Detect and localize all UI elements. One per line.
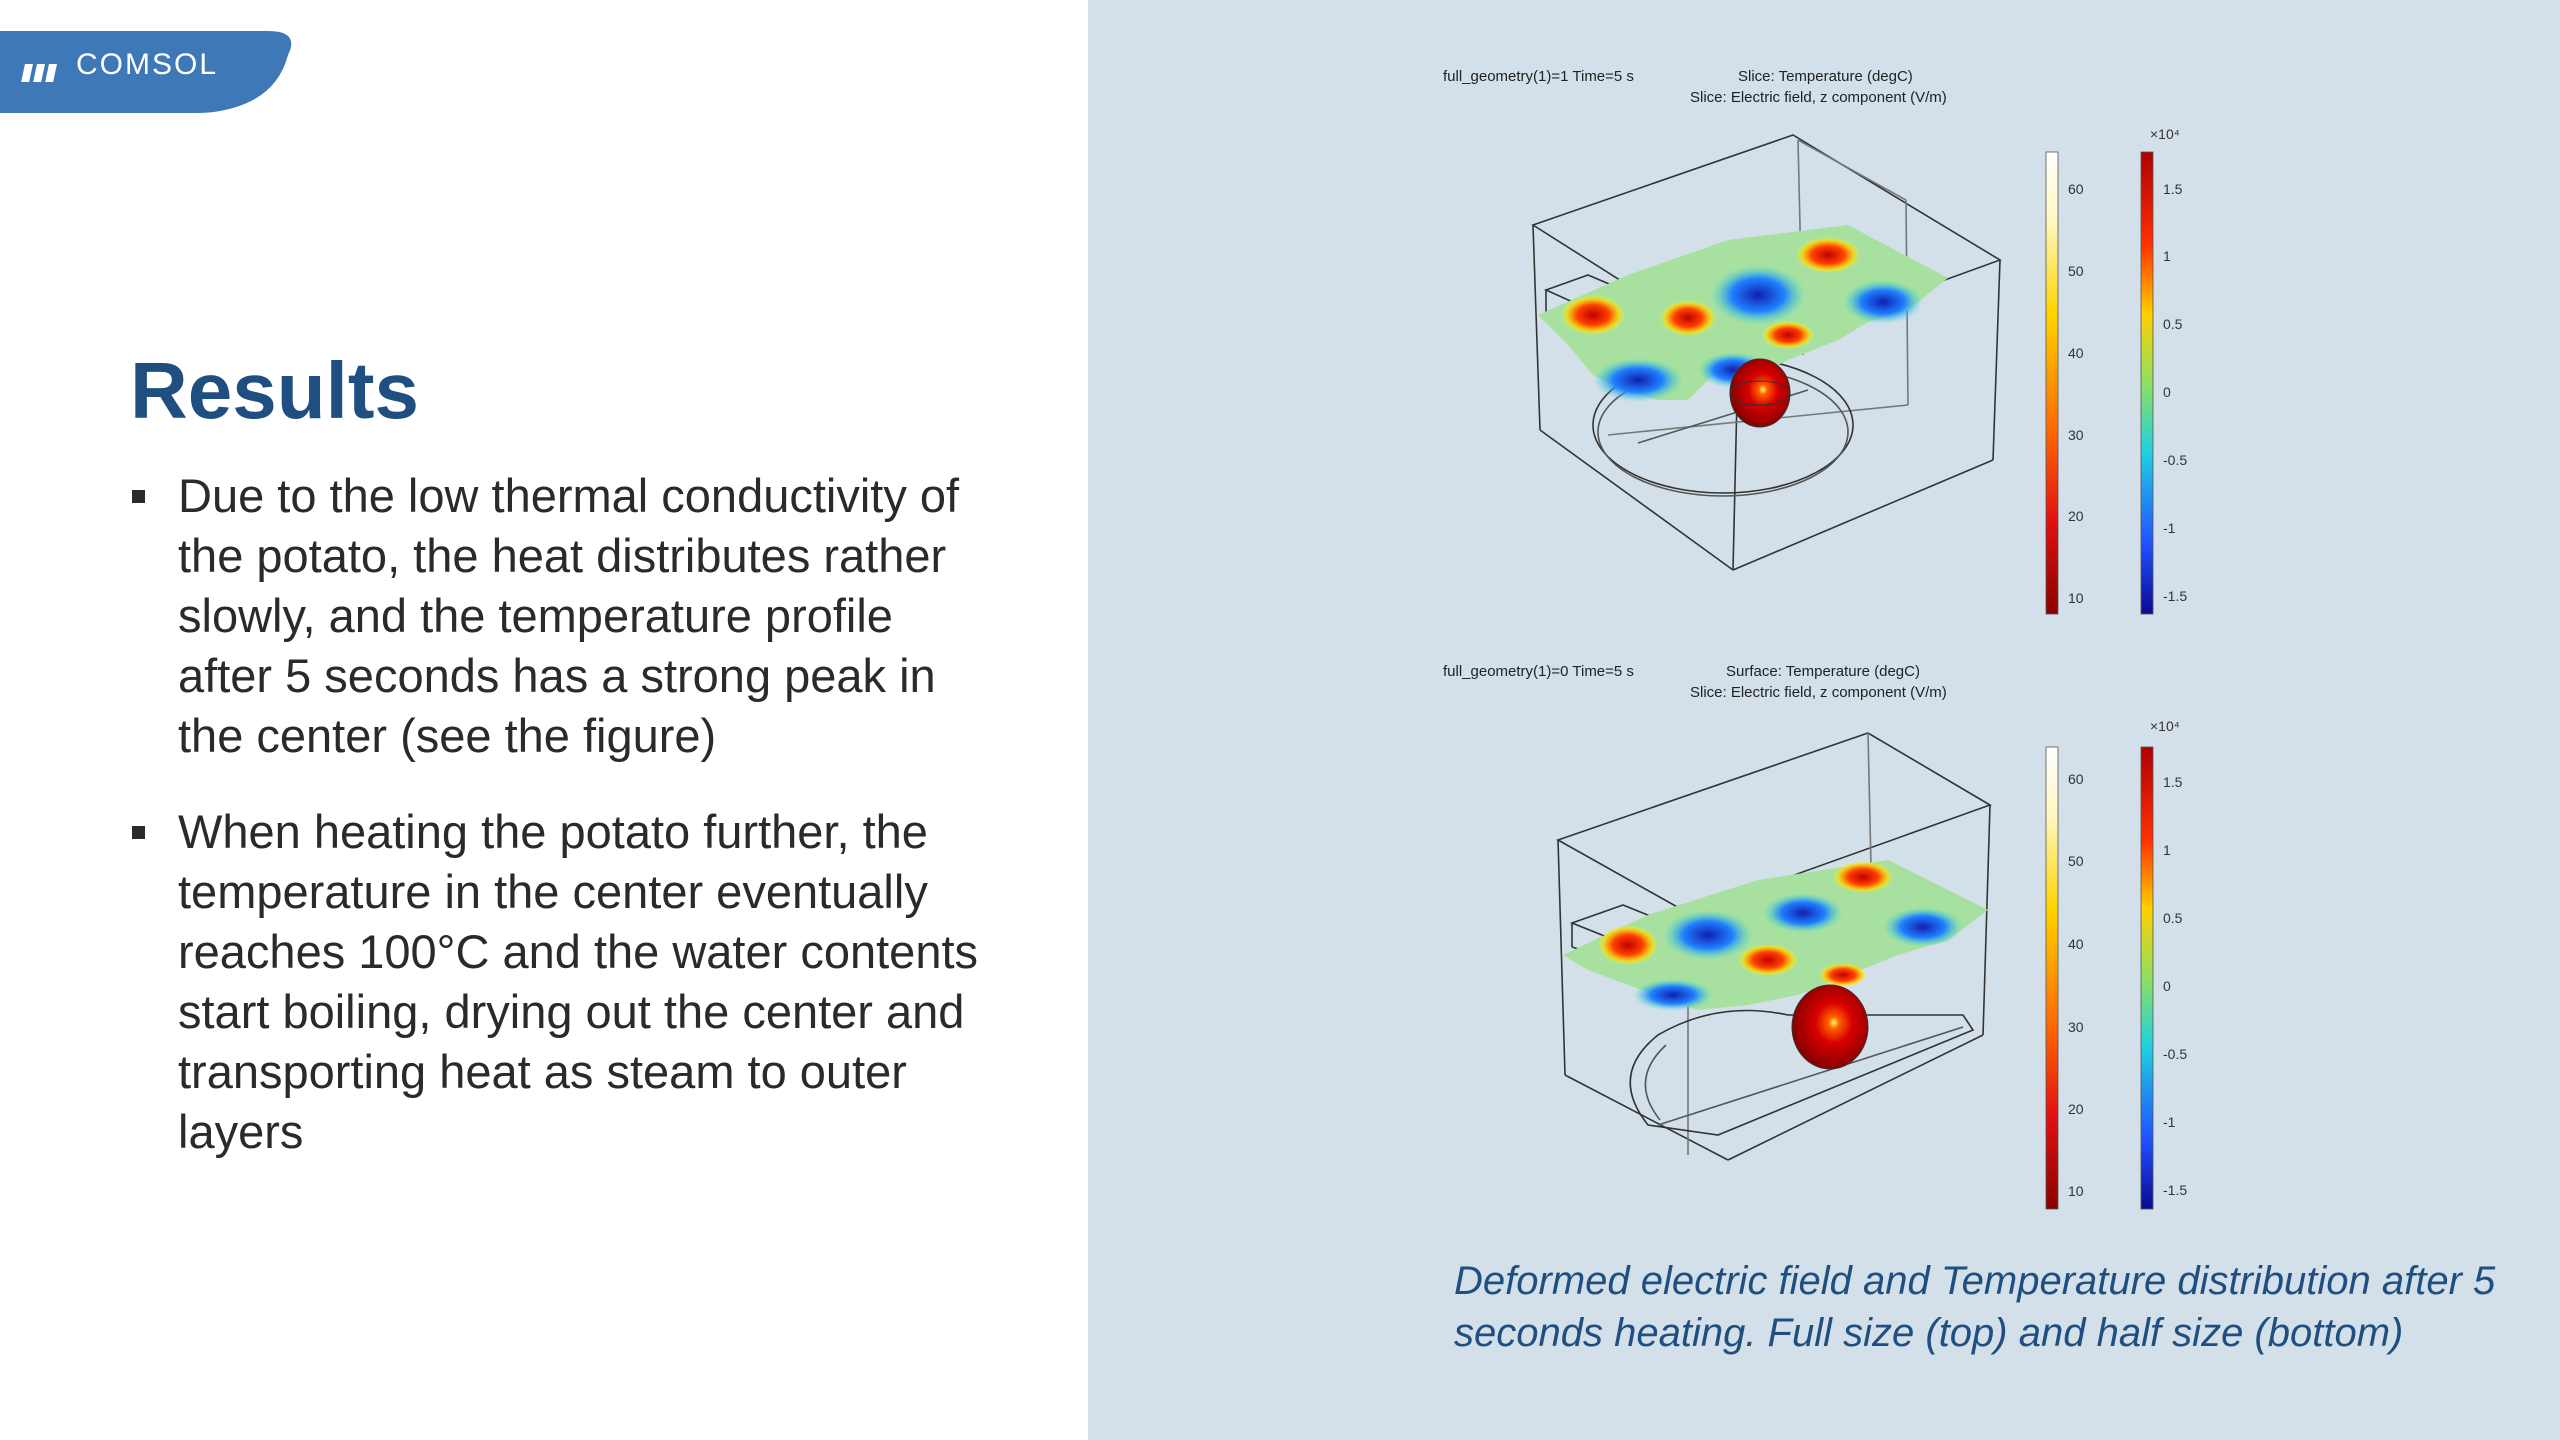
- field-tick: -1.5: [2163, 588, 2188, 604]
- temp-tick: 10: [2068, 1183, 2084, 1199]
- plot-3d-render: [1428, 655, 2228, 1245]
- bullet-marker: [132, 826, 145, 839]
- field-tick: -0.5: [2163, 452, 2188, 468]
- bullet-list: [130, 466, 980, 1198]
- bullet-text: Due to the low thermal conductivity of the potato, the heat distributes rather slowly, and the temperature profile after 5 seconds has a strong peak in the center (see the figure): [178, 469, 960, 762]
- field-colorbar: [2141, 747, 2153, 1209]
- temp-tick: 50: [2068, 263, 2084, 279]
- plot-3d-render: [1428, 60, 2228, 650]
- field-multiplier: ×10⁴: [2150, 718, 2180, 734]
- plot-time-label: full_geometry(1)=1 Time=5 s: [1443, 68, 1634, 85]
- field-surface: [1563, 860, 1988, 1011]
- temp-tick: 60: [2068, 771, 2084, 787]
- field-tick: 1: [2163, 842, 2171, 858]
- figure-caption: Deformed electric field and Temperature distribution after 5 seconds heating. Full size (top) and half size (bottom): [1454, 1259, 2496, 1355]
- potato: [1792, 985, 1868, 1069]
- field-tick: -1.5: [2163, 1182, 2188, 1198]
- temp-tick: 20: [2068, 1101, 2084, 1117]
- field-tick: 1: [2163, 248, 2171, 264]
- field-tick: 1.5: [2163, 181, 2183, 197]
- simulation-plot-full-size: [1428, 60, 2228, 650]
- field-tick: 0.5: [2163, 910, 2183, 926]
- temp-tick: 20: [2068, 508, 2084, 524]
- bullet-item: [130, 802, 980, 1162]
- field-colorbar: [2141, 152, 2153, 614]
- plot-title-temperature: Surface: Temperature (degC): [1726, 663, 1920, 680]
- field-multiplier: ×10⁴: [2150, 126, 2180, 142]
- plot-time-label: full_geometry(1)=0 Time=5 s: [1443, 663, 1634, 680]
- potato: [1730, 359, 1790, 427]
- field-tick: 0.5: [2163, 316, 2183, 332]
- comsol-logo-icon: [21, 64, 57, 82]
- plot-title-field: Slice: Electric field, z component (V/m): [1690, 89, 1947, 106]
- simulation-plot-half-size: [1428, 655, 2228, 1245]
- bullet-text: When heating the potato further, the temperature in the center eventually reaches 100°C and the water contents start boiling, drying out the center and transporting heat as steam to outer layers: [178, 805, 979, 1158]
- field-tick: -1: [2163, 520, 2176, 536]
- field-tick: -0.5: [2163, 1046, 2188, 1062]
- bullet-item: [130, 466, 980, 766]
- bullet-marker: [132, 490, 145, 503]
- field-tick: 1.5: [2163, 774, 2183, 790]
- temp-tick: 40: [2068, 345, 2084, 361]
- temp-tick: 30: [2068, 427, 2084, 443]
- temperature-colorbar: [2046, 747, 2058, 1209]
- field-tick: -1: [2163, 1114, 2176, 1130]
- temp-tick: 10: [2068, 590, 2084, 606]
- temperature-colorbar: [2046, 152, 2058, 614]
- temp-tick: 30: [2068, 1019, 2084, 1035]
- comsol-logo: COMSOL: [76, 48, 219, 81]
- plot-title-field: Slice: Electric field, z component (V/m): [1690, 684, 1947, 701]
- temp-tick: 50: [2068, 853, 2084, 869]
- plot-title-temperature: Slice: Temperature (degC): [1738, 68, 1913, 85]
- slide-title: Results: [130, 346, 419, 435]
- temp-tick: 60: [2068, 181, 2084, 197]
- field-tick: 0: [2163, 384, 2171, 400]
- text-panel: [0, 0, 1088, 1440]
- field-tick: 0: [2163, 978, 2171, 994]
- temp-tick: 40: [2068, 936, 2084, 952]
